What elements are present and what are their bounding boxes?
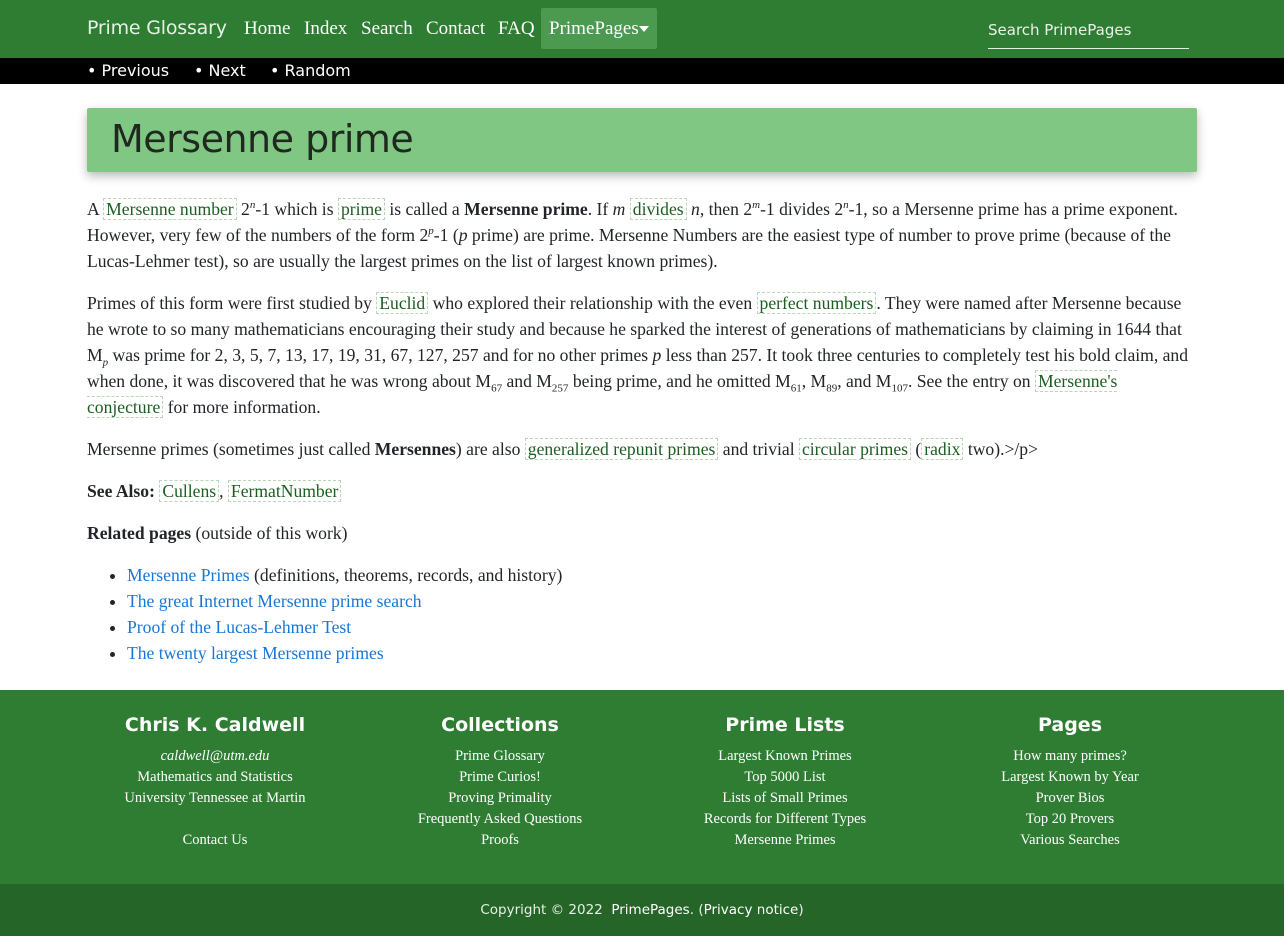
text: , then 2 [699, 199, 753, 219]
university-text: University Tennessee at Martin [124, 790, 306, 806]
text: . ( [689, 902, 704, 918]
list-item [127, 588, 1197, 614]
copyright-text: Copyright © 2022 [480, 902, 603, 918]
footer-link-largest-known-primes[interactable]: Largest Known Primes [718, 748, 852, 764]
primepages-dropdown[interactable] [541, 8, 657, 49]
paragraph-classification [87, 436, 1197, 462]
primepages-dropdown-label: PrimePages [549, 18, 639, 39]
text: and M [502, 371, 552, 391]
department-text: Mathematics and Statistics [137, 769, 293, 785]
text: who explored their relationship with the even [428, 293, 757, 313]
title-card [87, 108, 1197, 172]
footer-link-proving-primality[interactable]: Proving Primality [448, 790, 552, 806]
subscript: 107 [891, 382, 908, 395]
text: -1, so a Mersenne prime has a prime exponent. However, very few of the numbers of the form 2 [87, 199, 1178, 245]
related-label: Related pages [87, 523, 192, 543]
top-navbar [0, 0, 1284, 58]
related-link-twenty-largest[interactable]: The twenty largest Mersenne primes [127, 643, 384, 663]
footer-link-various-searches[interactable]: Various Searches [1020, 832, 1120, 848]
nav-contact-link[interactable]: Contact [426, 18, 486, 39]
nav-index-link[interactable]: Index [304, 18, 348, 39]
variable: p [458, 225, 468, 245]
footer-link-mersenne-primes[interactable]: Mersenne Primes [734, 832, 836, 848]
text: -1 ( [433, 225, 459, 245]
text: less than 257. It took three centuries to completely test his bold claim, and when done, it was discovered that he was wrong about M [87, 345, 1189, 391]
glossary-link-cullens[interactable]: Cullens [159, 480, 219, 502]
glossary-link-divides[interactable]: divides [630, 198, 687, 220]
text: -1 divides 2 [760, 199, 844, 219]
superscript: p [428, 225, 434, 238]
glossary-link-perfect-numbers[interactable]: perfect numbers [757, 292, 877, 314]
copyright-bar [0, 884, 1284, 936]
search-input[interactable] [988, 11, 1189, 49]
footer-heading: Collections [441, 714, 559, 736]
footer-link-how-many-primes[interactable]: How many primes? [1013, 748, 1127, 764]
text: Mersenne primes (sometimes just called [87, 439, 375, 459]
previous-link[interactable]: • Previous [87, 61, 170, 80]
text: -1 which is [255, 199, 338, 219]
list-item [127, 562, 1197, 588]
subscript: p [102, 356, 109, 369]
footer-link-small-primes[interactable]: Lists of Small Primes [722, 790, 848, 806]
footer-link-proofs[interactable]: Proofs [481, 832, 519, 848]
subscript: 257 [551, 382, 569, 395]
text: is called a [385, 199, 465, 219]
glossary-link-mersenne-number[interactable]: Mersenne number [103, 198, 237, 220]
privacy-notice-link[interactable]: Privacy notice [703, 902, 799, 918]
text: . If [587, 199, 613, 219]
text: , and M [837, 371, 892, 391]
footer-link-top-20-provers[interactable]: Top 20 Provers [1025, 811, 1115, 827]
next-link[interactable]: • Next [194, 61, 246, 80]
text: 2 [236, 199, 250, 219]
glossary-link-mersennes-conjecture[interactable]: Mersenne's conjecture [87, 371, 1118, 417]
footer-spacer [90, 809, 340, 830]
footer-column-collections [375, 714, 625, 851]
text: . They were named after Mersenne because he wrote to so many mathematicians encouraging their study and because he sparked the interest of generations of mathematicians by claiming in 1644 that M [87, 293, 1182, 365]
primepages-home-link[interactable]: PrimePages [611, 902, 690, 918]
text: and trivial [718, 439, 799, 459]
nav-faq-link[interactable]: FAQ [498, 18, 535, 39]
related-pages-list [127, 562, 1197, 666]
footer-column-author [90, 714, 340, 851]
superscript: m [752, 199, 761, 212]
nav-home-link[interactable]: Home [244, 18, 291, 39]
main-content [87, 196, 1197, 666]
text: Primes of this form were first studied by [87, 293, 377, 313]
bold-term: Mersennes [374, 439, 456, 459]
footer-heading: Chris K. Caldwell [124, 714, 306, 736]
random-link[interactable]: • Random [270, 61, 351, 80]
see-also [87, 478, 1197, 504]
footer-link-records-types[interactable]: Records for Different Types [703, 811, 867, 827]
related-item-note: (definitions, theorems, records, and history) [249, 565, 563, 585]
footer-link-largest-by-year[interactable]: Largest Known by Year [1001, 769, 1139, 785]
paragraph-history [87, 290, 1197, 420]
glossary-link-euclid[interactable]: Euclid [376, 292, 428, 314]
footer-link-prime-glossary[interactable]: Prime Glossary [455, 748, 545, 764]
text: was prime for 2, 3, 5, 7, 13, 17, 19, 31, 67, 127, 257 and for no other primes [108, 345, 653, 365]
text: prime) are prime. Mersenne Numbers are the easiest type of number to prove prime (because of the Lucas-Lehmer test), so are usually the largest primes on the list of largest known primes). [87, 225, 1171, 271]
related-link-gimps[interactable]: The great Internet Mersenne prime search [127, 591, 422, 611]
see-also-label: See Also: [87, 481, 155, 501]
separator: , [219, 481, 228, 501]
site-footer [0, 690, 1284, 884]
footer-link-prover-bios[interactable]: Prover Bios [1035, 790, 1105, 806]
text: ) [798, 902, 804, 918]
glossary-link-circular-primes[interactable]: circular primes [799, 438, 911, 460]
footer-column-pages [945, 714, 1195, 851]
variable: m [612, 199, 626, 219]
glossary-link-prime[interactable]: prime [338, 198, 385, 220]
related-link-lucas-lehmer-proof[interactable]: Proof of the Lucas-Lehmer Test [127, 617, 352, 637]
author-email-link[interactable]: caldwell@utm.edu [160, 748, 270, 764]
page-title: Mersenne prime [111, 117, 414, 161]
caret-down-icon [639, 26, 649, 32]
superscript: n [843, 199, 849, 212]
subscript: 61 [790, 382, 802, 395]
list-item [127, 640, 1197, 666]
text: ( [911, 439, 922, 459]
variable: p [652, 345, 662, 365]
paragraph-definition [87, 196, 1197, 274]
text: A [87, 199, 104, 219]
footer-link-top-5000[interactable]: Top 5000 List [744, 769, 826, 785]
related-pages-heading [87, 520, 1197, 546]
variable: n [691, 199, 700, 219]
subscript: 89 [826, 382, 838, 395]
text: , M [801, 371, 827, 391]
text: for more information. [163, 397, 321, 417]
text: ) are also [455, 439, 525, 459]
bold-term: Mersenne prime [464, 199, 588, 219]
glossary-link-radix[interactable]: radix [921, 438, 963, 460]
related-suffix: (outside of this work) [191, 523, 348, 543]
nav-search-link[interactable]: Search [361, 18, 413, 39]
footer-link-faq[interactable]: Frequently Asked Questions [417, 811, 583, 827]
footer-heading: Pages [1037, 714, 1103, 736]
glossary-link-generalized-repunit-primes[interactable]: generalized repunit primes [525, 438, 719, 460]
related-link-mersenne-primes[interactable]: Mersenne Primes [127, 565, 250, 585]
footer-heading: Prime Lists [725, 714, 845, 736]
text: two).>/p> [963, 439, 1038, 459]
glossary-link-fermatnumber[interactable]: FermatNumber [228, 480, 342, 502]
list-item [127, 614, 1197, 640]
subscript: 67 [491, 382, 503, 395]
footer-column-prime-lists [660, 714, 910, 851]
footer-link-prime-curios[interactable]: Prime Curios! [459, 769, 541, 785]
superscript: n [249, 199, 256, 212]
contact-us-link[interactable]: Contact Us [182, 832, 248, 848]
text: . See the entry on [907, 371, 1035, 391]
glossary-subnav [0, 58, 1284, 84]
text: being prime, and he omitted M [568, 371, 791, 391]
brand-link[interactable]: Prime Glossary [87, 17, 227, 39]
